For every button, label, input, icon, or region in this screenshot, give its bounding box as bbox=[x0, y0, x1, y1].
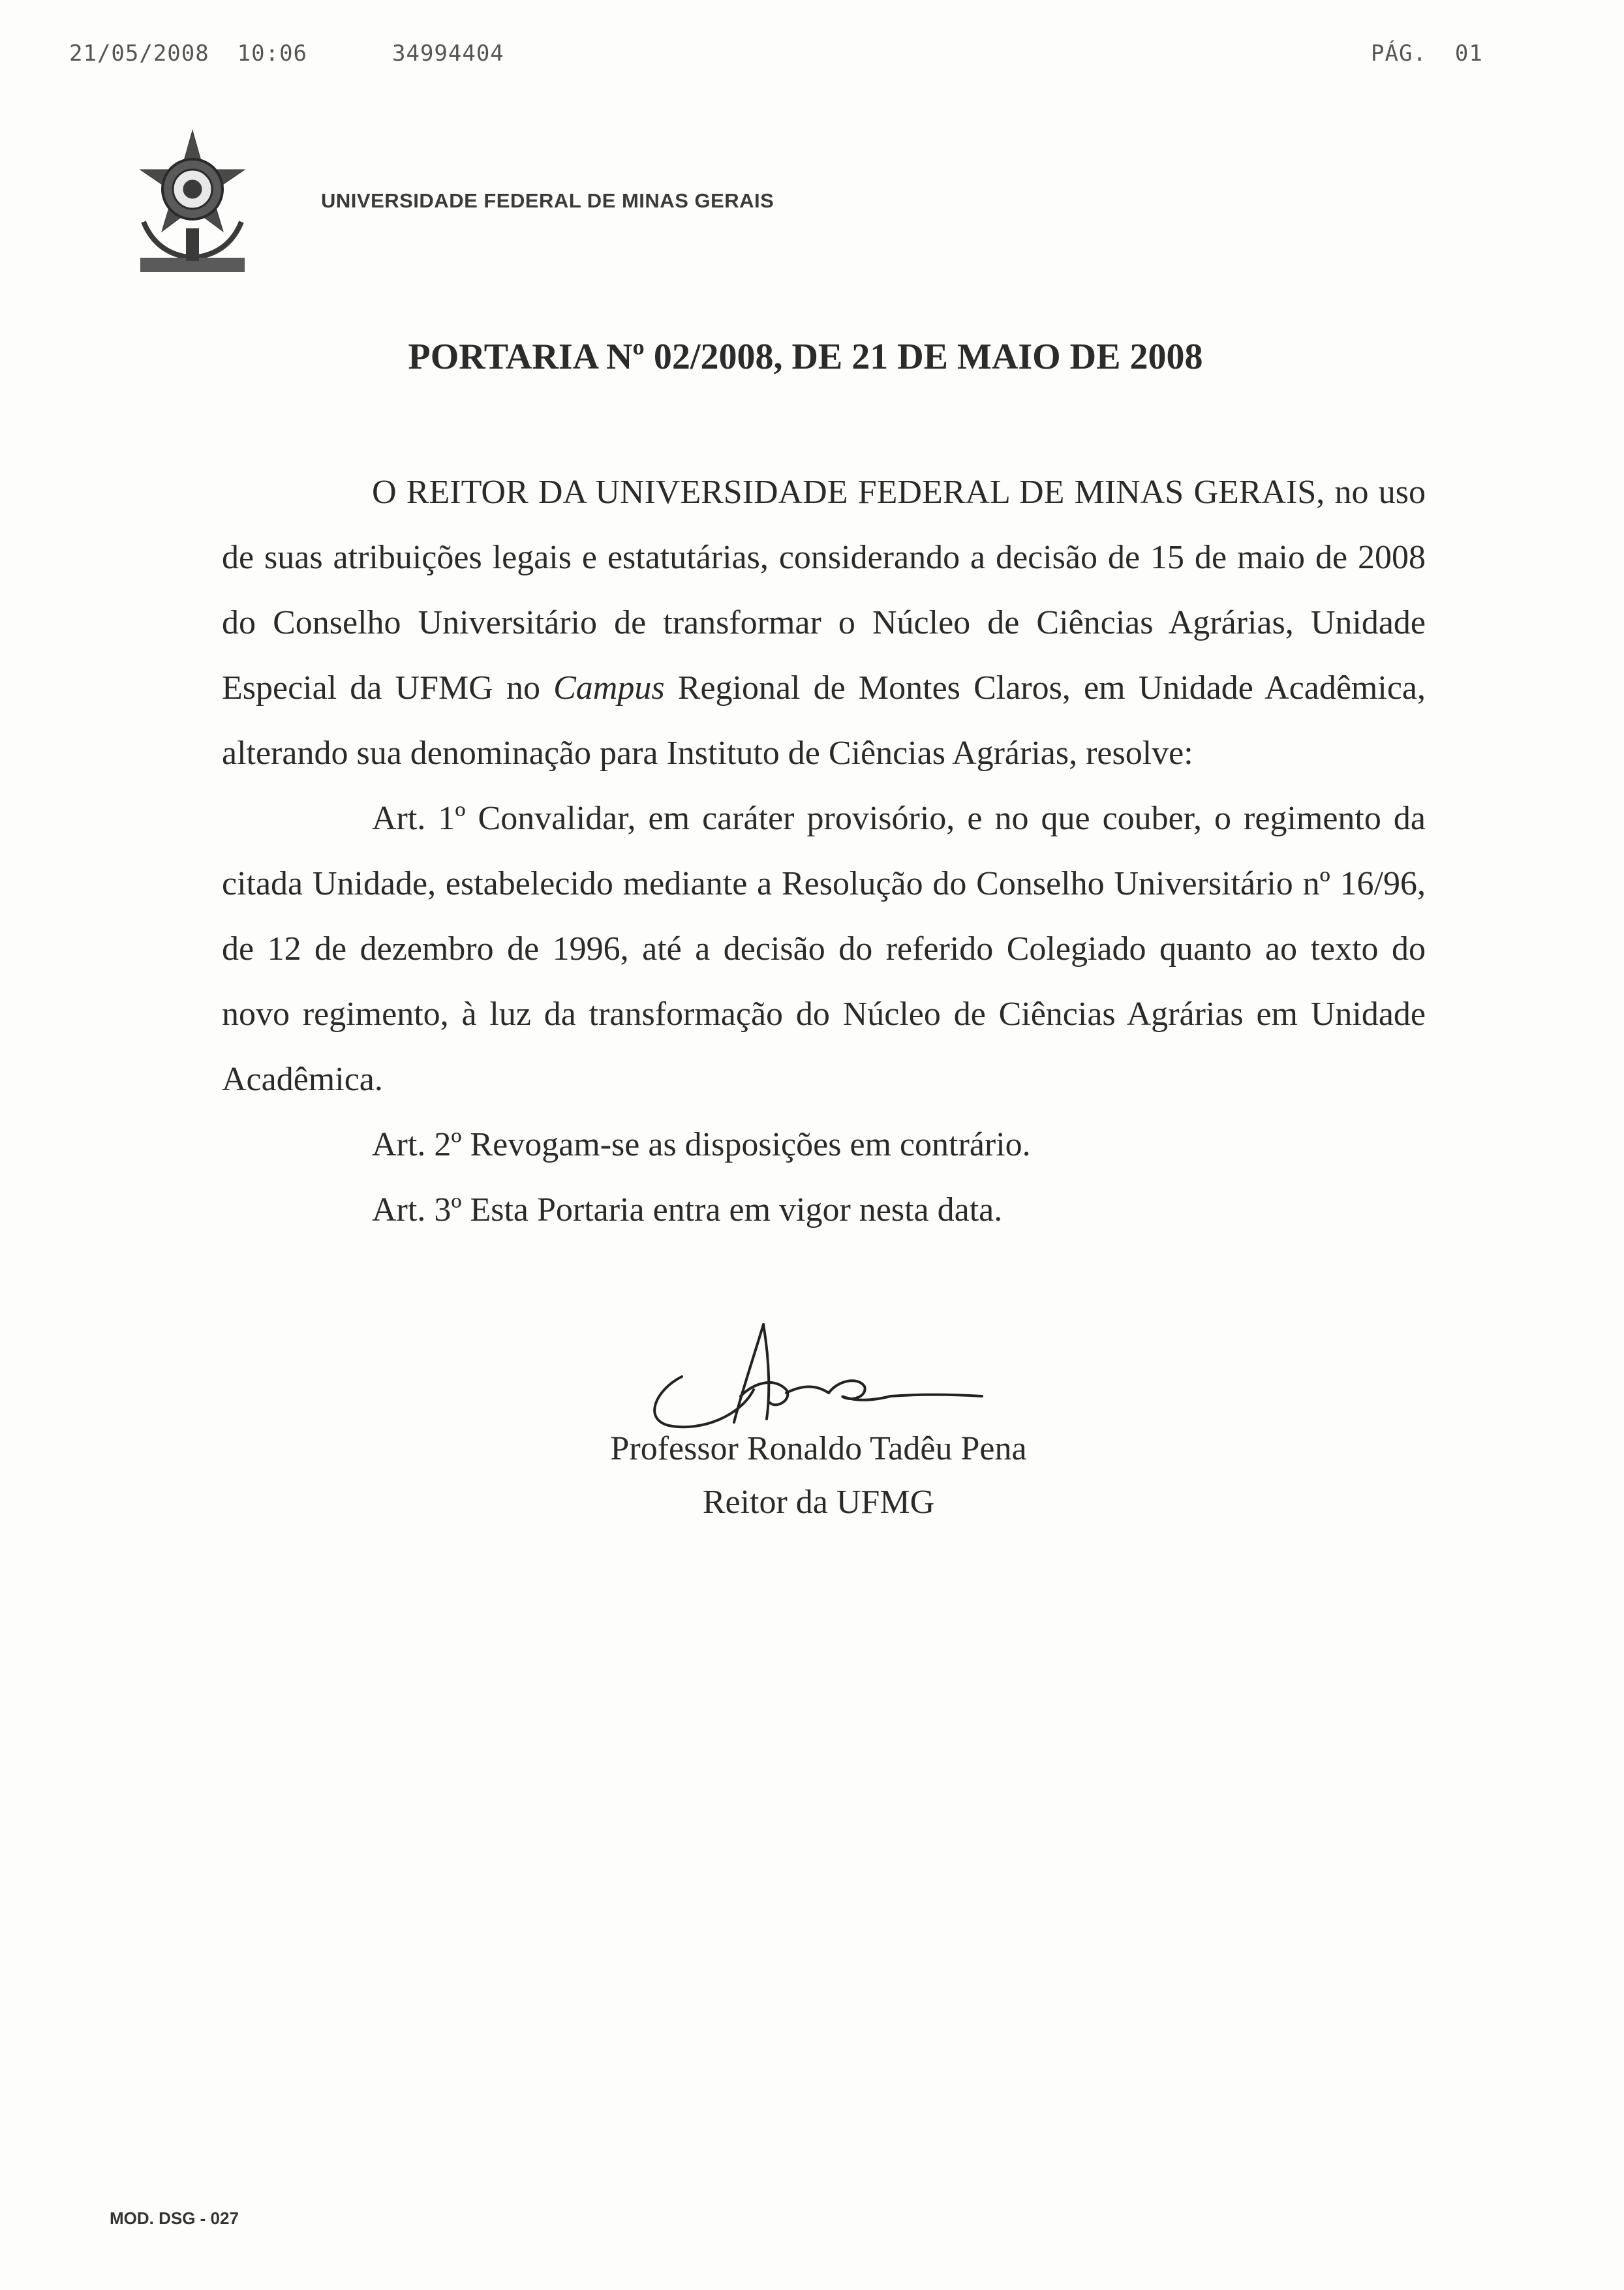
article-3: Art. 3º Esta Portaria entra em vigor nesta data. bbox=[372, 1191, 1003, 1229]
signatory-role: Reitor da UFMG bbox=[702, 1484, 935, 1521]
institution-name: UNIVERSIDADE FEDERAL DE MINAS GERAIS bbox=[321, 189, 774, 212]
article-1: Art. 1º Convalidar, em caráter provisório, e no que couber, o regimento da citada Unidade, estabelecido mediante a Resolução do Conselho Universitário nº 16/96, de 12 de dezembro de 1996, até a decisão do referido Colegiado quanto ao texto do novo regimento, à luz da transformação do Núcleo de Ciências Agrárias em Unidade Acadêmica. bbox=[222, 800, 1426, 1098]
document-title bbox=[0, 336, 1624, 378]
fax-date: 21/05/2008 bbox=[69, 40, 209, 67]
document-body bbox=[222, 460, 1426, 1243]
fax-datetime bbox=[69, 40, 307, 67]
fax-time: 10:06 bbox=[237, 40, 308, 67]
fax-number: 34994404 bbox=[392, 40, 504, 67]
handwritten-signature bbox=[643, 1305, 995, 1442]
preamble-paragraph bbox=[222, 460, 1426, 786]
article-2: Art. 2º Revogam-se as disposições em contrário. bbox=[372, 1126, 1031, 1163]
preamble-campus: Campus bbox=[553, 669, 665, 707]
fax-header bbox=[69, 40, 1505, 73]
fax-page-label: PÁG. bbox=[1371, 40, 1427, 67]
fax-page-number: 01 bbox=[1454, 40, 1483, 67]
preamble-part2: Regional de Montes Claros, em Unidade Acadêmica, alterando sua denominação para Instituto de Ciências Agrárias, resolve: bbox=[222, 669, 1426, 772]
form-code: MOD. DSG - 027 bbox=[110, 2208, 239, 2228]
document-title-text: PORTARIA Nº 02/2008, DE 21 DE MAIO DE 2008 bbox=[408, 337, 1203, 377]
signatory-name: Professor Ronaldo Tadêu Pena bbox=[610, 1430, 1027, 1467]
coat-of-arms-seal-icon bbox=[124, 124, 261, 287]
preamble-part1: O REITOR DA UNIVERSIDADE FEDERAL DE MINAS GERAIS, no uso de suas atribuições legais e estatutárias, considerando a decisão de 15 de maio de 2008 do Conselho Universitário de transformar o Núcleo de Ciências Agrárias, Unidade Especial da UFMG no bbox=[222, 474, 1426, 707]
fax-page bbox=[1371, 40, 1483, 67]
signatory-block bbox=[0, 1422, 1624, 1529]
